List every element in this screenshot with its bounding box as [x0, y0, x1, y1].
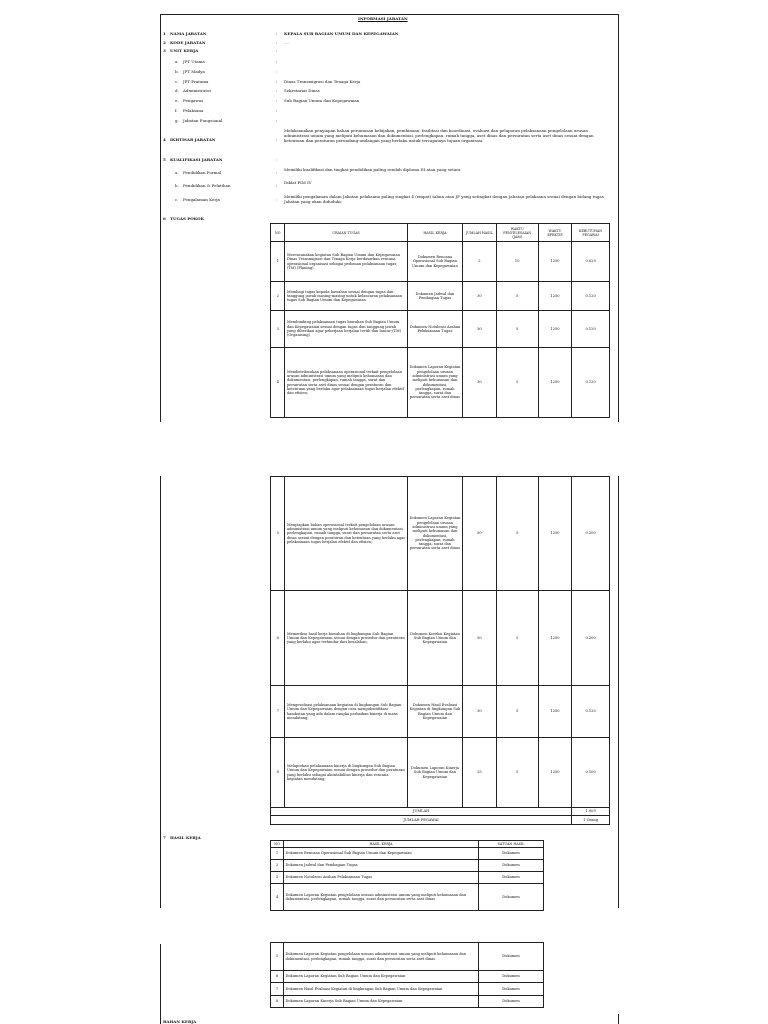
hasil-no: 1 — [271, 848, 284, 860]
task-staff-need: 0.120 — [572, 686, 610, 738]
tugas-pokok-table-page2 — [270, 476, 610, 825]
kualifikasi-item-label: Pengalaman Kerja — [183, 197, 220, 202]
tugas-row — [271, 738, 610, 808]
task-staff-need: 0.120 — [572, 282, 610, 311]
task-quantity: 30 — [463, 311, 496, 348]
hasil-kerja-row — [271, 943, 544, 971]
document-title: INFORMASI JABATAN — [358, 16, 408, 21]
kualifikasi-item-value: Diklat PIM IV — [284, 180, 312, 185]
field-label: UNIT KERJA — [170, 48, 199, 53]
task-output: Dokumen Laporan Kegiatan pengelolaan urusan administrasi umum yang meliputi kehumasan dan dokumentasi, perlengkapan, rumah tangga, surat dan persuratan serta aset dinas — [407, 477, 463, 591]
kualifikasi-key: b. — [175, 183, 179, 188]
unit-colon: : — [276, 98, 278, 103]
page3-right-border — [618, 1014, 619, 1024]
task-no: 6 — [271, 591, 285, 686]
task-time: 10 — [496, 242, 538, 282]
unit-value: Dinas Transmigrasi dan Tenaga Kerja — [284, 79, 361, 84]
task-effective-time: 1250 — [538, 686, 571, 738]
unit-colon: : — [276, 69, 278, 74]
kualifikasi-item-value: Memiliki kualifikasi dan tingkat pendidikan paling rendah diploma III atau yang setara — [284, 167, 461, 172]
task-description: Membagi tugas kepada bawahan sesuai dengan tugas dan tanggung jawab masing-masing untuk kelancaran pelaksanaan tugas Sub Bagian Umum dan Kepegawaian — [285, 282, 407, 311]
task-effective-time: 1250 — [538, 242, 571, 282]
field-no: 3 — [163, 48, 166, 53]
unit-value: Sub Bagian Umum dan Kepegawaian — [284, 98, 360, 103]
field-colon: : — [276, 40, 278, 45]
hasil-kerja-row — [271, 848, 544, 860]
hasil-unit: Dokumen — [479, 996, 544, 1008]
hasil-unit: Dokumen — [479, 872, 544, 884]
hasil-description: Dokumen Rencana Operasional Sub Bagian Umum dan Kepegawaian — [284, 848, 479, 860]
hasil-unit: Dokumen — [479, 943, 544, 971]
page1-top-border — [160, 14, 619, 15]
hasil-kerja-header-cell: NO — [271, 841, 284, 848]
task-quantity: 50 — [463, 477, 496, 591]
task-time: 5 — [496, 738, 538, 808]
unit-key: f. — [175, 108, 178, 113]
unit-label: Administrator — [183, 88, 212, 93]
task-output: Dokumen Jadwal dan Pembagian Tugas — [407, 282, 463, 311]
task-no: 7 — [271, 686, 285, 738]
ikhtisar-colon: : — [276, 137, 278, 142]
tugas-header-cell: JUMLAH HASIL — [463, 224, 496, 242]
tugas-header-cell: HASIL KERJA — [407, 224, 463, 242]
tugas-row — [271, 477, 610, 591]
task-no: 5 — [271, 477, 285, 591]
field-label: NAMA JABATAN — [170, 31, 207, 36]
hasil-unit: Dokumen — [479, 848, 544, 860]
unit-colon: : — [276, 79, 278, 84]
task-output: Dokumen Notulensi Arahan Pelaksanaan Tugas — [407, 311, 463, 348]
hasil-kerja-row — [271, 971, 544, 983]
unit-label: JPT Utama — [183, 59, 205, 64]
field-no: 2 — [163, 40, 166, 45]
hasil-no: 2 — [271, 860, 284, 872]
hasil-no: 7 — [271, 983, 284, 996]
page3-left-border — [160, 944, 161, 1024]
task-time: 5 — [496, 282, 538, 311]
ikhtisar-text: Melaksanakan penyiapan bahan perumusan kebijakan, pembinaan, fasilitasi dan koordinasi, evaluasi dan pelaporan pelaksanaan pengelolaan urusan administrasi umum yang meliputi kehumasan dan dokumentasi, perlengkapan, rumah tangga, aset dinas dan persuratan serta aset dinas sesuai dengan ketentuan dan peraturan perundang-undangan yang berlaku untuk tercapainya tujuan organisasi. — [284, 128, 594, 143]
ikhtisar-label: IKHTISAR JABATAN — [170, 137, 216, 142]
tugas-row — [271, 282, 610, 311]
kualifikasi-colon: : — [276, 197, 278, 202]
page2-right-border — [618, 476, 619, 908]
hasil-description: Dokumen Jadwal dan Pembagian Tugas — [284, 860, 479, 872]
unit-key: e. — [175, 98, 179, 103]
task-effective-time: 1250 — [538, 348, 571, 418]
task-staff-need: 0.029 — [572, 242, 610, 282]
next-section-label: BAHAN KERJA — [163, 1019, 197, 1024]
unit-colon: : — [276, 108, 278, 113]
task-effective-time: 1250 — [538, 738, 571, 808]
task-effective-time: 1250 — [538, 311, 571, 348]
hasil-description: Dokumen Laporan Kegiatan Sub Bagian Umum dan Kepegawaian — [284, 971, 479, 983]
kualifikasi-item-label: Pendidikan Formal — [183, 170, 222, 175]
field-value: KEPALA SUB BAGIAN UMUM DAN KEPEGAWAIAN — [284, 31, 399, 36]
jumlah-row — [271, 808, 610, 816]
unit-colon: : — [276, 118, 278, 123]
kualifikasi-label: KUALIFIKASI JABATAN — [170, 157, 223, 162]
kualifikasi-no: 5 — [163, 157, 166, 162]
hasil-unit: Dokumen — [479, 860, 544, 872]
task-output: Dokumen Rencana Operasional Sub Bagian Umum dan Kepegawaian — [407, 242, 463, 282]
task-description: Mendistribusikan pelaksanaan operasional terkait pengelolaan urusan administrasi umum yang meliputi kehumasan dan dokumentasi, perlengkapan, rumah tangga, surat dan persuratan serta aset dinas sesuai dengan peraturan dan ketentuan yang berlaku agar pelaksanaan tugas berjalan efektif dan efisien; — [285, 348, 407, 418]
unit-label: Pengawas — [183, 98, 204, 103]
task-staff-need: 0.120 — [572, 311, 610, 348]
hasil-no: 5 — [271, 943, 284, 971]
kualifikasi-colon: : — [276, 170, 278, 175]
task-time: 5 — [496, 477, 538, 591]
tugas-row — [271, 242, 610, 282]
task-description: Melaporkan pelaksanaan kinerja di lingkungan Sub Bagian Umum dan Kepegawaian sesuai dengan prosedur dan peraturan yang berlaku sebagai akuntabilitas kinerja dan rencana kegiatan mendatang; — [285, 738, 407, 808]
task-output: Dokumen Laporan Kegiatan pengelolaan urusan administrasi umum yang meliputi kehumasan dan dokumentasi, perlengkapan, rumah tangga, surat dan persuratan serta aset dinas — [407, 348, 463, 418]
tugas-pokok-no: 6 — [163, 216, 166, 221]
task-output: Dokumen Koreksi Kegiatan Sub Bagian Umum dan Kepegawaian — [407, 591, 463, 686]
task-staff-need: 0.200 — [572, 477, 610, 591]
hasil-unit: Dokumen — [479, 971, 544, 983]
task-no: 4 — [271, 348, 285, 418]
task-description: Menyiapkan bahan operasional terkait pengelolaan urusan administrasi umum yang meliputi kehumasan dan dokumentasi, perlengkapan, rumah tangga, surat dan persuratan serta aset dinas sesuai dengan peraturan dan ketentuan yang berlaku agar pelaksanaan tugas berjalan efektif dan efisien; — [285, 477, 407, 591]
jumlah-label: JUMLAH — [271, 808, 572, 816]
task-effective-time: 1250 — [538, 477, 571, 591]
tugas-row — [271, 591, 610, 686]
page1-right-border — [618, 14, 619, 422]
unit-colon: : — [276, 59, 278, 64]
task-output: Dokumen Laporan Kinerja Sub Bagian Umum dan Kepegawaian — [407, 738, 463, 808]
task-quantity: 30 — [463, 686, 496, 738]
tugas-header-cell: WAKTU PENYELESAIAN (JAM) — [496, 224, 538, 242]
hasil-description: Dokumen Laporan Kinerja Sub Bagian Umum dan Kepegawaian — [284, 996, 479, 1008]
task-description: Mengevaluasi pelaksanaan kegiatan di lingkungan Sub Bagian Umum dan Kepegawaian dengan cara mengidentifikasi hambatan yang ada dalam rangka perbaikan kinerja di masa mendatang; — [285, 686, 407, 738]
hasil-kerja-label: HASIL KERJA — [170, 835, 201, 840]
kualifikasi-item-value: Memiliki pengalaman dalam Jabatan pelaksana paling singkat 4 (empat) tahun atau JF yang setingkat dengan Jabatan pelaksana sesuai dengan bidang tugas Jabatan yang akan diduduki; — [284, 194, 604, 204]
task-quantity: 25 — [463, 738, 496, 808]
hasil-kerja-row — [271, 884, 544, 911]
unit-key: c. — [175, 79, 179, 84]
tugas-row — [271, 311, 610, 348]
tugas-pokok-label: TUGAS POKOK — [170, 216, 205, 221]
hasil-kerja-row — [271, 983, 544, 996]
hasil-kerja-row — [271, 996, 544, 1008]
task-time: 5 — [496, 311, 538, 348]
task-quantity: 2 — [463, 242, 496, 282]
jumlah-pegawai-row — [271, 816, 610, 825]
unit-key: a. — [175, 59, 179, 64]
task-quantity: 30 — [463, 348, 496, 418]
task-time: 5 — [496, 591, 538, 686]
hasil-kerja-table-page3 — [270, 942, 544, 1008]
kualifikasi-key: a. — [175, 170, 179, 175]
field-colon: : — [276, 31, 278, 36]
unit-label: JPT Madya — [183, 69, 205, 74]
field-value: .... — [284, 40, 290, 45]
task-staff-need: 0.200 — [572, 591, 610, 686]
hasil-no: 8 — [271, 996, 284, 1008]
task-no: 1 — [271, 242, 285, 282]
tugas-header-cell: KEBUTUHAN PEGAWAI — [572, 224, 610, 242]
hasil-description: Dokumen Hasil Evaluasi Kegiatan di lingkungan Sub Bagian Umum dan Kepegawaian — [284, 983, 479, 996]
task-effective-time: 1250 — [538, 591, 571, 686]
hasil-kerja-header-row — [271, 841, 544, 848]
task-time: 5 — [496, 348, 538, 418]
field-colon: : — [276, 48, 278, 53]
task-quantity: 30 — [463, 282, 496, 311]
field-label: KODE JABATAN — [170, 40, 206, 45]
tugas-header-row — [271, 224, 610, 242]
hasil-kerja-row — [271, 872, 544, 884]
page1-left-border — [160, 14, 161, 422]
task-no: 2 — [271, 282, 285, 311]
task-effective-time: 1250 — [538, 282, 571, 311]
kualifikasi-colon: : — [276, 157, 278, 162]
task-description: Merencanakan kegiatan Sub Bagian Umum dan Kepegawaian Dinas Transmigrasi dan Tenaga Kerja berdasarkan rencana operasional organisasi sebagai pedoman pelaksanaan tugas; (TM) (Planing) — [285, 242, 407, 282]
hasil-kerja-table-page2 — [270, 840, 544, 911]
page2-left-border — [160, 476, 161, 908]
unit-value: Sekretariat Dinas — [284, 88, 320, 93]
hasil-description: Dokumen Laporan Kegiatan pengelolaan urusan administrasi umum yang meliputi kehumasan dan dokumentasi, perlengkapan, rumah tangga, surat dan persuratan serta aset dinas — [284, 884, 479, 911]
ikhtisar-no: 4 — [163, 137, 166, 142]
task-description: Membimbing pelaksanaan tugas bawahan Sub Bagian Umum dan Kepegawaian sesuai dengan tugas dan tanggung jawab yang diberikan agar pekerjaan berjalan tertib dan lancar;(TM) (Organising) — [285, 311, 407, 348]
hasil-no: 3 — [271, 872, 284, 884]
jumlah-pegawai-label: JUMLAH PEGAWAI — [271, 816, 572, 825]
hasil-no: 4 — [271, 884, 284, 911]
hasil-description: Dokumen Notulensi Arahan Pelaksanaan Tugas — [284, 872, 479, 884]
task-staff-need: 0.120 — [572, 348, 610, 418]
task-no: 3 — [271, 311, 285, 348]
unit-label: Pelaksana — [183, 108, 204, 113]
task-staff-need: 0.100 — [572, 738, 610, 808]
tugas-pokok-table-page1 — [270, 223, 610, 418]
tugas-header-cell: NO — [271, 224, 285, 242]
tugas-row — [271, 348, 610, 418]
hasil-description: Dokumen Laporan Kegiatan pengelolaan urusan administrasi umum yang meliputi kehumasan dan dokumentasi, perlengkapan, rumah tangga, surat dan persuratan serta aset dinas — [284, 943, 479, 971]
tugas-header-cell: WAKTU EFEKTIF — [538, 224, 571, 242]
task-description: Memeriksa hasil kerja bawahan di lingkungan Sub Bagian Umum dan Kepegawaian sesuai dengan prosedur dan peraturan yang berlaku agar terhindar dari kesalahan; — [285, 591, 407, 686]
jumlah-value: 1.009 — [572, 808, 610, 816]
field-no: 1 — [163, 31, 166, 36]
kualifikasi-colon: : — [276, 183, 278, 188]
hasil-kerja-row — [271, 860, 544, 872]
task-quantity: 50 — [463, 591, 496, 686]
tugas-row — [271, 686, 610, 738]
unit-label: JPT Pratama — [183, 79, 209, 84]
kualifikasi-key: c. — [175, 197, 179, 202]
unit-colon: : — [276, 88, 278, 93]
tugas-header-cell: URAIAN TUGAS — [285, 224, 407, 242]
hasil-unit: Dokumen — [479, 983, 544, 996]
unit-label: Jabatan Fungsional — [183, 118, 223, 123]
unit-key: g. — [175, 118, 179, 123]
hasil-kerja-no: 7 — [163, 835, 166, 840]
hasil-unit: Dokumen — [479, 884, 544, 911]
unit-key: b. — [175, 69, 179, 74]
hasil-no: 6 — [271, 971, 284, 983]
hasil-kerja-header-cell: SATUAN HASIL — [479, 841, 544, 848]
hasil-kerja-header-cell: HASIL KERJA — [284, 841, 479, 848]
unit-key: d. — [175, 88, 179, 93]
jumlah-pegawai-value: 1 Orang — [572, 816, 610, 825]
task-time: 5 — [496, 686, 538, 738]
task-no: 8 — [271, 738, 285, 808]
kualifikasi-item-label: Pendidikan & Pelatihan — [183, 183, 231, 188]
task-output: Dokumen Hasil Evaluasi Kegiatan di lingkungan Sub Bagian Umum dan Kepegawaian — [407, 686, 463, 738]
